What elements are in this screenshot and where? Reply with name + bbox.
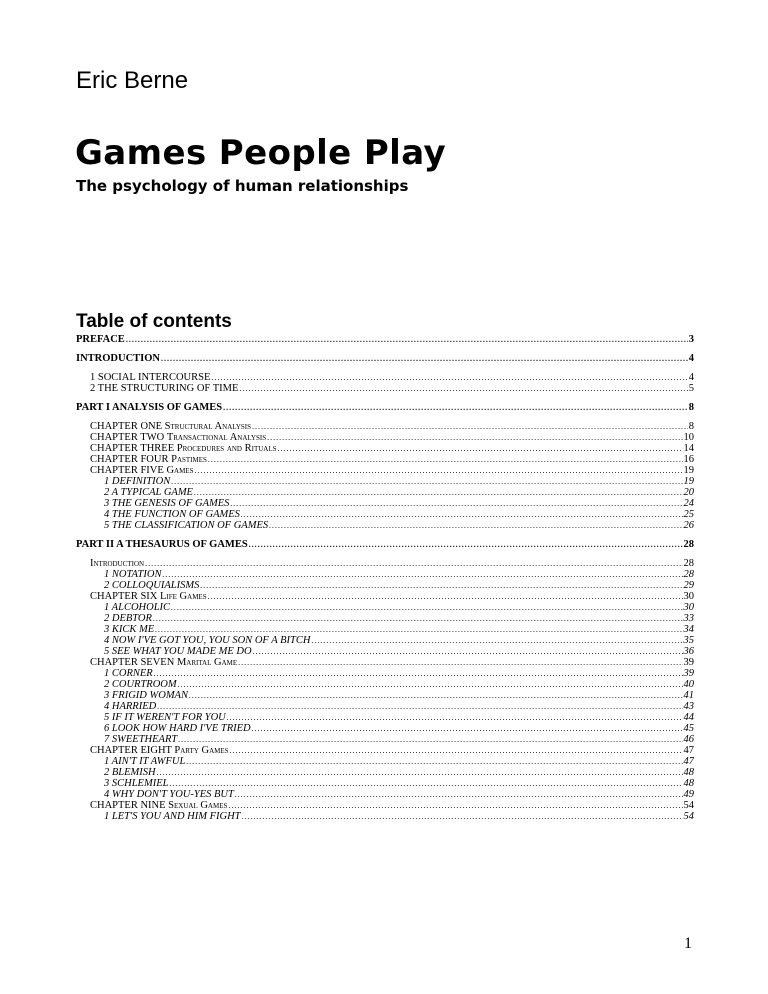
toc-entry-label <box>104 701 156 712</box>
toc-entry-label-smallcaps: Party Games <box>174 745 229 756</box>
toc-entry-label-main: 1 DEFINITION <box>104 476 171 487</box>
toc-entry-label <box>104 811 241 822</box>
toc-leader-dots <box>253 646 683 657</box>
toc-entry-label <box>104 476 170 487</box>
toc-entry-label <box>104 509 240 520</box>
toc-entry-label-main: 3 SCHLEMIEL <box>104 778 169 789</box>
toc-leader-dots <box>145 558 682 569</box>
toc-entry-label-main: INTRODUCTION <box>76 353 161 364</box>
toc-entry-page: 30 <box>683 591 694 602</box>
toc-entry-page: 39 <box>683 668 694 679</box>
book-title: Games People Play <box>75 133 447 173</box>
toc-leader-dots <box>194 465 682 476</box>
toc-entry-label-main: 1 LET'S YOU AND HIM FIGHT <box>104 811 241 822</box>
toc-entry[interactable] <box>76 520 694 531</box>
toc-leader-dots <box>171 476 682 487</box>
toc-entry[interactable] <box>76 712 694 723</box>
toc-leader-dots <box>241 509 683 520</box>
toc-entry[interactable] <box>76 383 694 394</box>
toc-entry-page: 43 <box>683 701 694 712</box>
toc-leader-dots <box>252 421 688 432</box>
toc-entry-label <box>104 668 153 679</box>
toc-entry-label <box>90 454 207 465</box>
toc-entry[interactable] <box>76 635 694 646</box>
toc-entry-label <box>90 372 210 383</box>
toc-entry[interactable] <box>76 487 694 498</box>
toc-entry-page: 48 <box>683 767 694 778</box>
toc-entry-label <box>76 402 222 413</box>
toc-entry[interactable] <box>76 509 694 520</box>
toc-entry-label-main: CHAPTER FIVE <box>90 465 167 476</box>
toc-entry-label <box>90 591 207 602</box>
toc-leader-dots <box>169 778 682 789</box>
toc-entry[interactable] <box>76 778 694 789</box>
toc-leader-dots <box>223 402 688 413</box>
toc-entry-label <box>104 487 193 498</box>
toc-entry-label-main: 1 NOTATION <box>104 569 162 580</box>
toc-entry-page: 54 <box>683 811 694 822</box>
toc-entry-label <box>104 613 152 624</box>
toc-entry-label-main: 5 IF IT WEREN'T FOR YOU <box>104 712 226 723</box>
toc-entry-label <box>104 569 161 580</box>
toc-entry-label-main: 3 KICK ME <box>104 624 155 635</box>
toc-entry-page: 33 <box>683 613 694 624</box>
toc-leader-dots <box>211 372 687 383</box>
book-subtitle: The psychology of human relationships <box>76 177 409 195</box>
toc-entry-label-main: 4 WHY DON'T YOU-YES BUT <box>104 789 234 800</box>
toc-entry[interactable] <box>76 402 694 413</box>
toc-entry-page: 46 <box>683 734 694 745</box>
toc-entry-page: 36 <box>683 646 694 657</box>
toc-entry-label-main: 3 FRIGID WOMAN <box>104 690 188 701</box>
toc-entry[interactable] <box>76 353 694 364</box>
toc-leader-dots <box>208 591 683 602</box>
toc-entry[interactable] <box>76 756 694 767</box>
toc-leader-dots <box>249 539 683 550</box>
toc-leader-dots <box>238 657 682 668</box>
toc-entry[interactable] <box>76 789 694 800</box>
toc-entry[interactable] <box>76 657 694 668</box>
toc-entry-label-main: 2 COURTROOM <box>104 679 177 690</box>
toc-entry[interactable] <box>76 334 694 345</box>
toc-leader-dots <box>178 679 683 690</box>
toc-entry-label <box>104 624 154 635</box>
toc-entry-label <box>104 602 170 613</box>
toc-entry-page: 25 <box>683 509 694 520</box>
toc-entry-label-smallcaps: Introduction <box>90 558 145 569</box>
toc-entry-page: 34 <box>683 624 694 635</box>
toc-leader-dots <box>228 800 682 811</box>
toc-entry-label-main: PART I ANALYSIS OF GAMES <box>76 402 223 413</box>
toc-entry-label <box>104 712 226 723</box>
toc-entry-page: 19 <box>683 476 694 487</box>
toc-entry[interactable] <box>76 811 694 822</box>
toc-leader-dots <box>153 613 683 624</box>
toc-entry-page: 49 <box>683 789 694 800</box>
toc-entry-label-main: PART II A THESAURUS OF GAMES <box>76 539 248 550</box>
toc-entry-page: 3 <box>688 334 694 345</box>
toc-entry[interactable] <box>76 745 694 756</box>
toc-leader-dots <box>230 498 682 509</box>
toc-entry-page: 41 <box>683 690 694 701</box>
toc-entry[interactable] <box>76 372 694 383</box>
toc-entry-label-main: 4 NOW I'VE GOT YOU, YOU SON OF A BITCH <box>104 635 311 646</box>
toc-entry-page: 4 <box>688 372 694 383</box>
toc-entry-label <box>90 657 237 668</box>
toc-entry-label <box>104 756 185 767</box>
toc-entry-label <box>90 383 238 394</box>
toc-entry-label <box>90 432 266 443</box>
toc-entry-label <box>90 745 229 756</box>
toc-entry-label-smallcaps: Procedures and Rituals <box>176 443 277 454</box>
toc-entry-label <box>104 646 252 657</box>
toc-entry-label-main: 6 LOOK HOW HARD I'VE TRIED <box>104 723 251 734</box>
toc-entry-label-main: 1 CORNER <box>104 668 153 679</box>
toc-leader-dots <box>157 767 683 778</box>
toc-entry-page: 28 <box>683 558 694 569</box>
toc-entry-label-main: 1 ALCOHOLIC <box>104 602 171 613</box>
toc-entry[interactable] <box>76 421 694 432</box>
toc-entry[interactable] <box>76 539 694 550</box>
toc-entry[interactable] <box>76 432 694 443</box>
toc-entry-label-smallcaps: Transactional Analysis <box>166 432 267 443</box>
toc-leader-dots <box>200 580 682 591</box>
toc-entry-label <box>90 443 277 454</box>
toc-entry-page: 48 <box>683 778 694 789</box>
toc-entry-label-main: CHAPTER TWO <box>90 432 167 443</box>
toc-leader-dots <box>189 690 683 701</box>
toc-entry-label-main: CHAPTER FOUR <box>90 454 172 465</box>
toc-leader-dots <box>126 334 688 345</box>
toc-entry[interactable] <box>76 734 694 745</box>
toc-entry-page: 54 <box>683 800 694 811</box>
toc-entry-label-main: 7 SWEETHEART <box>104 734 178 745</box>
toc-entry-label <box>90 558 144 569</box>
toc-entry-label-main: 2 BLEMISH <box>104 767 156 778</box>
toc-leader-dots <box>230 745 683 756</box>
toc-leader-dots <box>171 602 682 613</box>
toc-entry-label-main: 5 SEE WHAT YOU MADE ME DO <box>104 646 252 657</box>
toc-entry-label-main: CHAPTER SEVEN <box>90 657 177 668</box>
toc-entry[interactable] <box>76 591 694 602</box>
toc-entry-label-main: CHAPTER EIGHT <box>90 745 175 756</box>
toc-entry-label <box>104 520 268 531</box>
toc-entry-label-main: 5 THE CLASSIFICATION OF GAMES <box>104 520 269 531</box>
toc-entry-page: 10 <box>683 432 694 443</box>
toc-entry[interactable] <box>76 558 694 569</box>
toc-entry-label-main: 1 AIN'T IT AWFUL <box>104 756 186 767</box>
toc-entry-label-smallcaps: Life Games <box>160 591 207 602</box>
toc-entry-page: 5 <box>688 383 694 394</box>
toc-leader-dots <box>186 756 682 767</box>
toc-entry-label-main: CHAPTER THREE <box>90 443 177 454</box>
toc-leader-dots <box>155 624 682 635</box>
toc-entry-label-main: 4 THE FUNCTION OF GAMES <box>104 509 240 520</box>
toc-entry-page: 19 <box>683 465 694 476</box>
toc-entry-page: 16 <box>683 454 694 465</box>
toc-leader-dots <box>269 520 682 531</box>
toc-leader-dots <box>194 487 683 498</box>
toc-entry-page: 20 <box>683 487 694 498</box>
toc-entry[interactable] <box>76 723 694 734</box>
toc-entry-page: 39 <box>683 657 694 668</box>
toc-entry[interactable] <box>76 800 694 811</box>
toc-entry-page: 44 <box>683 712 694 723</box>
toc-entry-page: 24 <box>683 498 694 509</box>
toc-entry-page: 45 <box>683 723 694 734</box>
toc-entry-label-main: CHAPTER SIX <box>90 591 161 602</box>
toc-leader-dots <box>157 701 682 712</box>
toc-entry-page: 35 <box>683 635 694 646</box>
toc-leader-dots <box>235 789 683 800</box>
toc-entry[interactable] <box>76 668 694 679</box>
toc-entry-page: 8 <box>688 421 694 432</box>
toc-entry-page: 4 <box>688 353 694 364</box>
toc-leader-dots <box>278 443 683 454</box>
toc-entry-label <box>76 539 248 550</box>
toc-entry-label <box>104 635 310 646</box>
toc-entry-label-smallcaps: Structural Analysis <box>164 421 251 432</box>
toc-entry[interactable] <box>76 465 694 476</box>
toc-entry-label-main: 1 SOCIAL INTERCOURSE <box>90 372 211 383</box>
toc-leader-dots <box>242 811 683 822</box>
toc-entry[interactable] <box>76 679 694 690</box>
toc-entry-label <box>76 334 125 345</box>
toc-entry-page: 30 <box>683 602 694 613</box>
toc-entry[interactable] <box>76 701 694 712</box>
toc-leader-dots <box>162 569 682 580</box>
toc-entry[interactable] <box>76 443 694 454</box>
toc-entry[interactable] <box>76 602 694 613</box>
toc-entry[interactable] <box>76 613 694 624</box>
toc-entry-label-main: 2 COLLOQUIALISMS <box>104 580 200 591</box>
toc-leader-dots <box>252 723 683 734</box>
toc-entry-page: 29 <box>683 580 694 591</box>
toc-entry-label-smallcaps: Pastimes <box>171 454 207 465</box>
toc-leader-dots <box>267 432 682 443</box>
toc-entry[interactable] <box>76 476 694 487</box>
toc-entry-page: 47 <box>683 745 694 756</box>
toc-entry-label <box>76 353 160 364</box>
toc-entry[interactable] <box>76 580 694 591</box>
toc-entry-label-main: PREFACE <box>76 334 125 345</box>
toc-entry-page: 14 <box>683 443 694 454</box>
toc-entry-label <box>104 580 199 591</box>
toc-entry[interactable] <box>76 498 694 509</box>
toc-entry-page: 8 <box>688 402 694 413</box>
toc-entry-label-smallcaps: Sexual Games <box>168 800 228 811</box>
toc-entry[interactable] <box>76 454 694 465</box>
toc-entry-label <box>90 800 227 811</box>
toc-entry-label <box>104 498 229 509</box>
toc-entry-label-main: 4 HARRIED <box>104 701 157 712</box>
toc-leader-dots <box>311 635 682 646</box>
toc-entry[interactable] <box>76 569 694 580</box>
toc-entry[interactable] <box>76 767 694 778</box>
toc-entry-label <box>104 767 156 778</box>
toc-entry-label-main: 2 DEBTOR <box>104 613 152 624</box>
toc-entry-label <box>104 679 177 690</box>
toc-entry-label-main: CHAPTER NINE <box>90 800 169 811</box>
toc-entry-label <box>104 723 251 734</box>
toc-leader-dots <box>178 734 682 745</box>
toc-entry-label <box>90 465 193 476</box>
toc-entry-page: 47 <box>683 756 694 767</box>
toc-leader-dots <box>239 383 687 394</box>
toc-leader-dots <box>161 353 688 364</box>
toc-entry-label <box>104 789 234 800</box>
toc-entry-label-main: CHAPTER ONE <box>90 421 165 432</box>
toc-entry-page: 28 <box>683 569 694 580</box>
toc-entry[interactable] <box>76 646 694 657</box>
page-number: 1 <box>684 935 692 952</box>
toc-entry-label <box>104 778 168 789</box>
toc-list <box>76 334 694 822</box>
toc-heading: Table of contents <box>76 311 232 332</box>
toc-entry-label <box>90 421 251 432</box>
toc-leader-dots <box>154 668 683 679</box>
toc-entry-label-main: 2 THE STRUCTURING OF TIME <box>90 383 239 394</box>
toc-entry-label-smallcaps: Games <box>166 465 194 476</box>
author-name: Eric Berne <box>76 67 189 94</box>
toc-leader-dots <box>227 712 683 723</box>
toc-entry-label <box>104 690 188 701</box>
toc-entry-page: 26 <box>683 520 694 531</box>
toc-entry-label-main: 2 A TYPICAL GAME <box>104 487 193 498</box>
toc-entry-label-smallcaps: Marital Game <box>176 657 238 668</box>
toc-entry-page: 40 <box>683 679 694 690</box>
toc-entry[interactable] <box>76 624 694 635</box>
toc-entry-label-main: 3 THE GENESIS OF GAMES <box>104 498 230 509</box>
toc-entry-page: 28 <box>683 539 694 550</box>
toc-leader-dots <box>208 454 683 465</box>
toc-entry[interactable] <box>76 690 694 701</box>
toc-entry-label <box>104 734 177 745</box>
